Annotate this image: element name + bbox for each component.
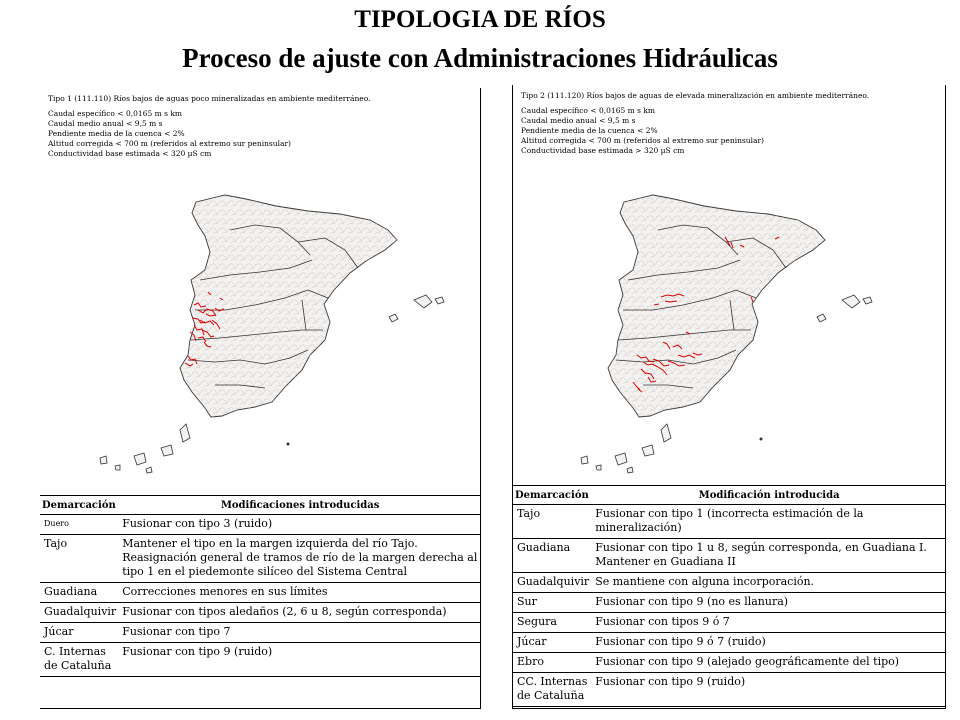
left-type-line: Tipo 1 (111.110) Ríos bajos de aguas poco mineralizadas en ambiente mediterráneo. bbox=[48, 94, 371, 103]
right-type-line: Tipo 2 (111.120) Ríos bajos de aguas de elevada mineralización en ambiente mediterráneo. bbox=[521, 91, 870, 100]
cell-demarcacion: Segura bbox=[513, 613, 591, 633]
right-table bbox=[513, 485, 945, 707]
table-row bbox=[513, 539, 945, 573]
left-panel bbox=[40, 88, 481, 709]
right-panel bbox=[512, 85, 946, 709]
left-spec-line: Conductividad base estimada < 320 µS cm bbox=[48, 149, 212, 158]
table-row bbox=[513, 653, 945, 673]
column-header-modificaciones: Modificaciones introducidas bbox=[118, 496, 480, 515]
table-row bbox=[513, 673, 945, 707]
cell-modificacion: Mantener el tipo en la margen izquierda del río Tajo. Reasignación general de tramos de río de la margen derecha al tipo 1 en el piedemonte silíceo del Sistema Central bbox=[118, 535, 480, 583]
left-table bbox=[40, 495, 480, 677]
column-header-demarcacion: Demarcación bbox=[513, 486, 591, 505]
table-header-row bbox=[40, 496, 480, 515]
cell-modificacion: Fusionar con tipo 9 (alejado geográficamente del tipo) bbox=[591, 653, 945, 673]
cell-modificacion: Fusionar con tipo 1 (incorrecta estimación de la mineralización) bbox=[591, 505, 945, 539]
left-spec-line: Altitud corregida < 700 m (referidos al extremo sur peninsular) bbox=[48, 139, 291, 148]
cell-modificacion: Correcciones menores en sus límites bbox=[118, 583, 480, 603]
cell-demarcacion: Ebro bbox=[513, 653, 591, 673]
right-spain-map bbox=[513, 177, 945, 482]
cell-demarcacion: Júcar bbox=[40, 623, 118, 643]
cell-demarcacion: Duero bbox=[40, 515, 118, 535]
table-row bbox=[513, 613, 945, 633]
table-row bbox=[40, 535, 480, 583]
left-spec-line: Pendiente media de la cuenca < 2% bbox=[48, 129, 185, 138]
right-canary-islands bbox=[581, 424, 671, 473]
table-row bbox=[40, 583, 480, 603]
cell-modificacion: Fusionar con tipo 9 (ruido) bbox=[591, 673, 945, 707]
cell-demarcacion: Guadalquivir bbox=[513, 573, 591, 593]
table-row bbox=[513, 505, 945, 539]
table-row bbox=[513, 573, 945, 593]
table-header-row bbox=[513, 486, 945, 505]
cell-demarcacion: Júcar bbox=[513, 633, 591, 653]
right-map-dot bbox=[760, 438, 763, 441]
cell-modificacion: Fusionar con tipo 9 ó 7 (ruido) bbox=[591, 633, 945, 653]
table-row bbox=[513, 593, 945, 613]
left-map-dot bbox=[287, 443, 290, 446]
table-row bbox=[40, 623, 480, 643]
left-spec-line: Caudal específico < 0,0165 m s km bbox=[48, 109, 183, 118]
right-balearic-islands bbox=[817, 295, 872, 322]
cell-demarcacion: CC. Internas de Cataluña bbox=[513, 673, 591, 707]
left-spain-map bbox=[40, 180, 480, 490]
cell-modificacion: Se mantiene con alguna incorporación. bbox=[591, 573, 945, 593]
right-peninsula bbox=[608, 195, 825, 417]
page-subtitle: Proceso de ajuste con Administraciones Hidráulicas bbox=[182, 43, 778, 73]
cell-demarcacion: Tajo bbox=[513, 505, 591, 539]
cell-modificacion: Fusionar con tipo 1 u 8, según corresponda, en Guadiana I. Mantener en Guadiana II bbox=[591, 539, 945, 573]
right-spec bbox=[521, 91, 869, 156]
cell-modificacion: Fusionar con tipo 7 bbox=[118, 623, 480, 643]
left-spec-line: Caudal medio anual < 9,5 m s bbox=[48, 119, 163, 128]
left-canary-islands bbox=[100, 424, 190, 473]
cell-modificacion: Fusionar con tipos 9 ó 7 bbox=[591, 613, 945, 633]
cell-demarcacion: Sur bbox=[513, 593, 591, 613]
cell-modificacion: Fusionar con tipo 9 (no es llanura) bbox=[591, 593, 945, 613]
column-header-demarcacion: Demarcación bbox=[40, 496, 118, 515]
right-spec-line: Pendiente media de la cuenca < 2% bbox=[521, 126, 658, 135]
right-spec-line: Conductividad base estimada > 320 µS cm bbox=[521, 146, 685, 155]
left-balearic-islands bbox=[389, 295, 444, 322]
cell-demarcacion: Guadiana bbox=[513, 539, 591, 573]
right-spec-line: Caudal medio anual < 9,5 m s bbox=[521, 116, 636, 125]
cell-modificacion: Fusionar con tipo 9 (ruido) bbox=[118, 643, 480, 677]
cell-demarcacion: Guadiana bbox=[40, 583, 118, 603]
right-spec-line: Altitud corregida < 700 m (referidos al extremo sur peninsular) bbox=[521, 136, 764, 145]
left-peninsula bbox=[180, 195, 397, 417]
cell-demarcacion: C. Internas de Cataluña bbox=[40, 643, 118, 677]
cell-demarcacion: Tajo bbox=[40, 535, 118, 583]
cell-demarcacion: Guadalquivir bbox=[40, 603, 118, 623]
table-row bbox=[513, 633, 945, 653]
table-row bbox=[40, 643, 480, 677]
right-spec-line: Caudal específico < 0,0165 m s km bbox=[521, 106, 656, 115]
cell-modificacion: Fusionar con tipos aledaños (2, 6 u 8, según corresponda) bbox=[118, 603, 480, 623]
table-row bbox=[40, 515, 480, 535]
table-row bbox=[40, 603, 480, 623]
column-header-modificacion: Modificación introducida bbox=[591, 486, 945, 505]
left-spec bbox=[48, 94, 370, 159]
page-title: TIPOLOGIA DE RÍOS bbox=[354, 6, 606, 33]
cell-modificacion: Fusionar con tipo 3 (ruido) bbox=[118, 515, 480, 535]
